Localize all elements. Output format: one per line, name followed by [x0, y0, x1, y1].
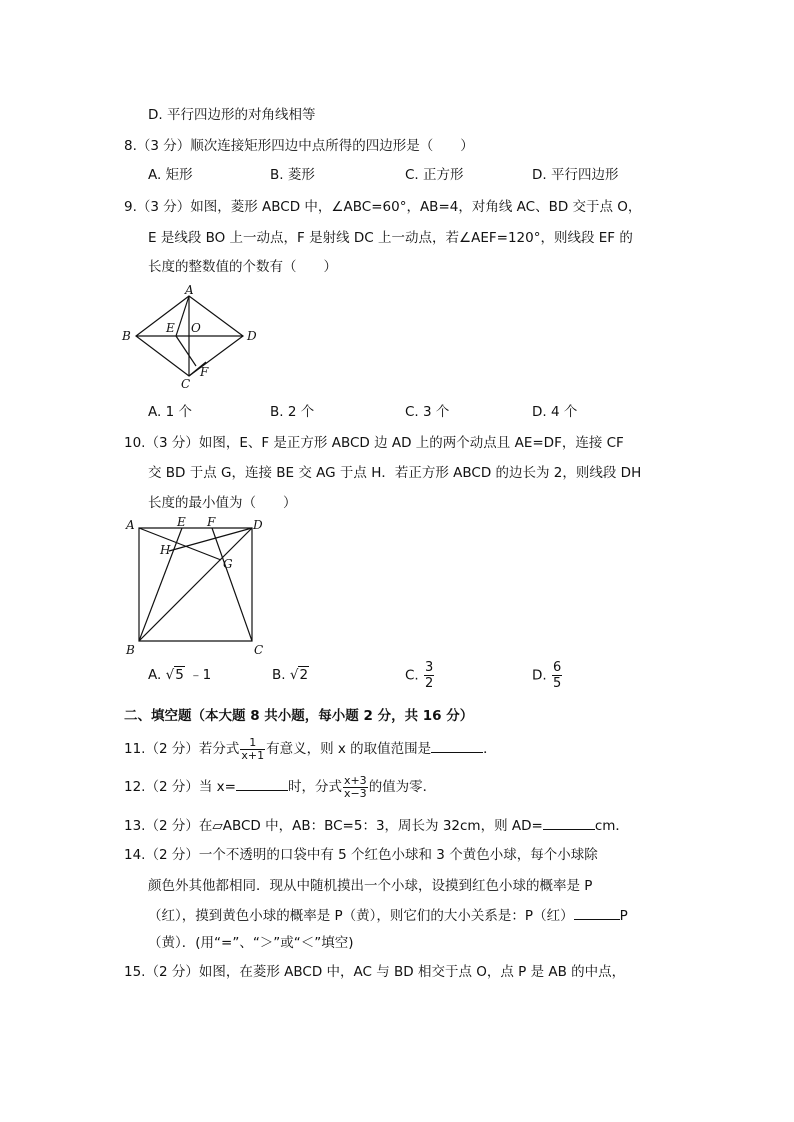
q12-mid: 时，分式: [287, 779, 342, 795]
q10-option-d-fraction: [552, 660, 562, 691]
label-c: C: [254, 643, 264, 657]
q10-option-a-prefix: A.: [148, 667, 162, 683]
denominator: x−3: [343, 786, 367, 800]
q10-option-a-radicand: 5: [175, 667, 184, 683]
q12-fraction: [343, 775, 368, 800]
q14-answer-blank[interactable]: [574, 905, 620, 920]
q12-answer-blank[interactable]: [236, 776, 288, 791]
diagonal-bd: [139, 528, 252, 641]
label-b: B: [126, 643, 135, 657]
numerator: 3: [425, 660, 434, 675]
q9-option-c: C. 3 个: [405, 404, 450, 420]
q8-option-c: C. 正方形: [405, 167, 464, 183]
label-o: O: [191, 321, 201, 335]
q9-option-b: B. 2 个: [270, 404, 315, 420]
label-b: B: [122, 329, 131, 343]
q13-prefix: 13.（2 分）在▱ABCD 中，AB：BC=5：3，周长为 32cm，则 AD=: [124, 818, 543, 834]
label-d: D: [247, 329, 257, 343]
q8-option-d: D. 平行四边形: [532, 167, 619, 183]
numerator: 6: [552, 660, 562, 675]
label-a: A: [126, 518, 135, 532]
segment-ef: [176, 336, 196, 366]
q13-answer-blank[interactable]: [543, 815, 595, 830]
q11-answer-blank[interactable]: [431, 738, 483, 753]
q15-line-1: 15.（2 分）如图，在菱形 ABCD 中，AC 与 BD 相交于点 O，点 P 是 AB 的中点，: [124, 964, 626, 980]
q14-line-1: 14.（2 分）一个不透明的口袋中有 5 个红色小球和 3 个黄色小球，每个小球除: [124, 847, 598, 863]
q10-option-b: [272, 665, 309, 685]
q9-option-a: A. 1 个: [148, 404, 192, 420]
q11-prefix: 11.（2 分）若分式: [124, 741, 240, 757]
q10-option-a: [148, 665, 211, 685]
q10-option-b-radicand: 2: [299, 667, 309, 683]
label-e: E: [177, 516, 186, 529]
q11-fraction: [240, 737, 265, 762]
q12-suffix: 的值为零．: [368, 779, 437, 795]
q10-option-a-suffix: ﹣1: [189, 667, 212, 683]
sqrt-symbol: √2: [289, 667, 309, 683]
q10-option-d-prefix: D.: [532, 667, 547, 684]
q13: [124, 815, 629, 836]
q10-line-3: 长度的最小值为（ ）: [148, 495, 297, 511]
segment-hd: [169, 528, 252, 551]
q10-option-d: [532, 660, 563, 691]
denominator: 2: [425, 676, 434, 691]
q14-line-3-suffix: P: [619, 908, 628, 924]
q9-option-d: D. 4 个: [532, 404, 578, 420]
q10-option-c-fraction: [424, 660, 434, 691]
q11-suffix: 有意义，则 x 的取值范围是: [266, 741, 432, 757]
numerator: 1: [240, 737, 265, 750]
q14-line-2: 颜色外其他都相同．现从中随机摸出一个小球，设摸到红色小球的概率是 P: [148, 878, 593, 894]
q10-line-1: 10.（3 分）如图，E、F 是正方形 ABCD 边 AD 上的两个动点且 AE=DF，连接 CF: [124, 435, 624, 451]
q12: [124, 772, 436, 802]
q13-suffix: cm．: [594, 818, 629, 834]
label-e: E: [166, 321, 175, 335]
sqrt-symbol: √5: [165, 667, 184, 683]
label-d: D: [253, 518, 263, 532]
segment-ae: [176, 296, 189, 336]
q10-option-c-prefix: C.: [405, 667, 419, 684]
denominator: 5: [552, 676, 562, 691]
q14-line-3-prefix: （红），摸到黄色小球的概率是 P（黄），则它们的大小关系是：P（红）: [148, 908, 574, 924]
q14-line-3: [148, 905, 628, 926]
label-c: C: [181, 377, 191, 391]
q8-option-b: B. 菱形: [270, 167, 315, 183]
q9-rhombus-figure: [118, 282, 268, 392]
q10-line-2: 交 BD 于点 G，连接 BE 交 AG 于点 H．若正方形 ABCD 的边长为 2，则线段 DH: [148, 465, 642, 481]
label-h: H: [160, 543, 171, 557]
q9-line-2: E 是线段 BO 上一动点，F 是射线 DC 上一动点，若∠AEF=120°，则线段 EF 的: [148, 230, 633, 246]
label-f: F: [207, 516, 216, 529]
q8-stem: 8.（3 分）顺次连接矩形四边中点所得的四边形是（ ）: [124, 138, 474, 154]
numerator: x+3: [343, 773, 367, 787]
q10-square-figure: [122, 516, 272, 658]
q8-option-a: A. 矩形: [148, 167, 193, 183]
q10-option-b-prefix: B.: [272, 667, 286, 683]
label-a: A: [185, 283, 194, 297]
q12-prefix: 12.（2 分）当 x=: [124, 779, 236, 795]
q9-line-3: 长度的整数值的个数有（ ）: [148, 259, 337, 275]
q10-option-c: [405, 660, 435, 691]
label-g: G: [223, 557, 233, 571]
q11: [124, 734, 497, 764]
section-2-title: 二、填空题（本大题 8 共小题，每小题 2 分，共 16 分）: [124, 708, 474, 724]
q7-option-d: D. 平行四边形的对角线相等: [148, 107, 316, 123]
q11-end: ．: [483, 741, 497, 757]
label-f: F: [200, 365, 209, 379]
q9-line-1: 9.（3 分）如图，菱形 ABCD 中，∠ABC=60°，AB=4，对角线 AC、BD 交于点 O，: [124, 199, 642, 215]
q14-line-4: （黄）．(用“=”、“＞”或“＜”填空): [148, 935, 354, 951]
denominator: x+1: [241, 748, 265, 762]
segment-cf: [212, 528, 252, 641]
